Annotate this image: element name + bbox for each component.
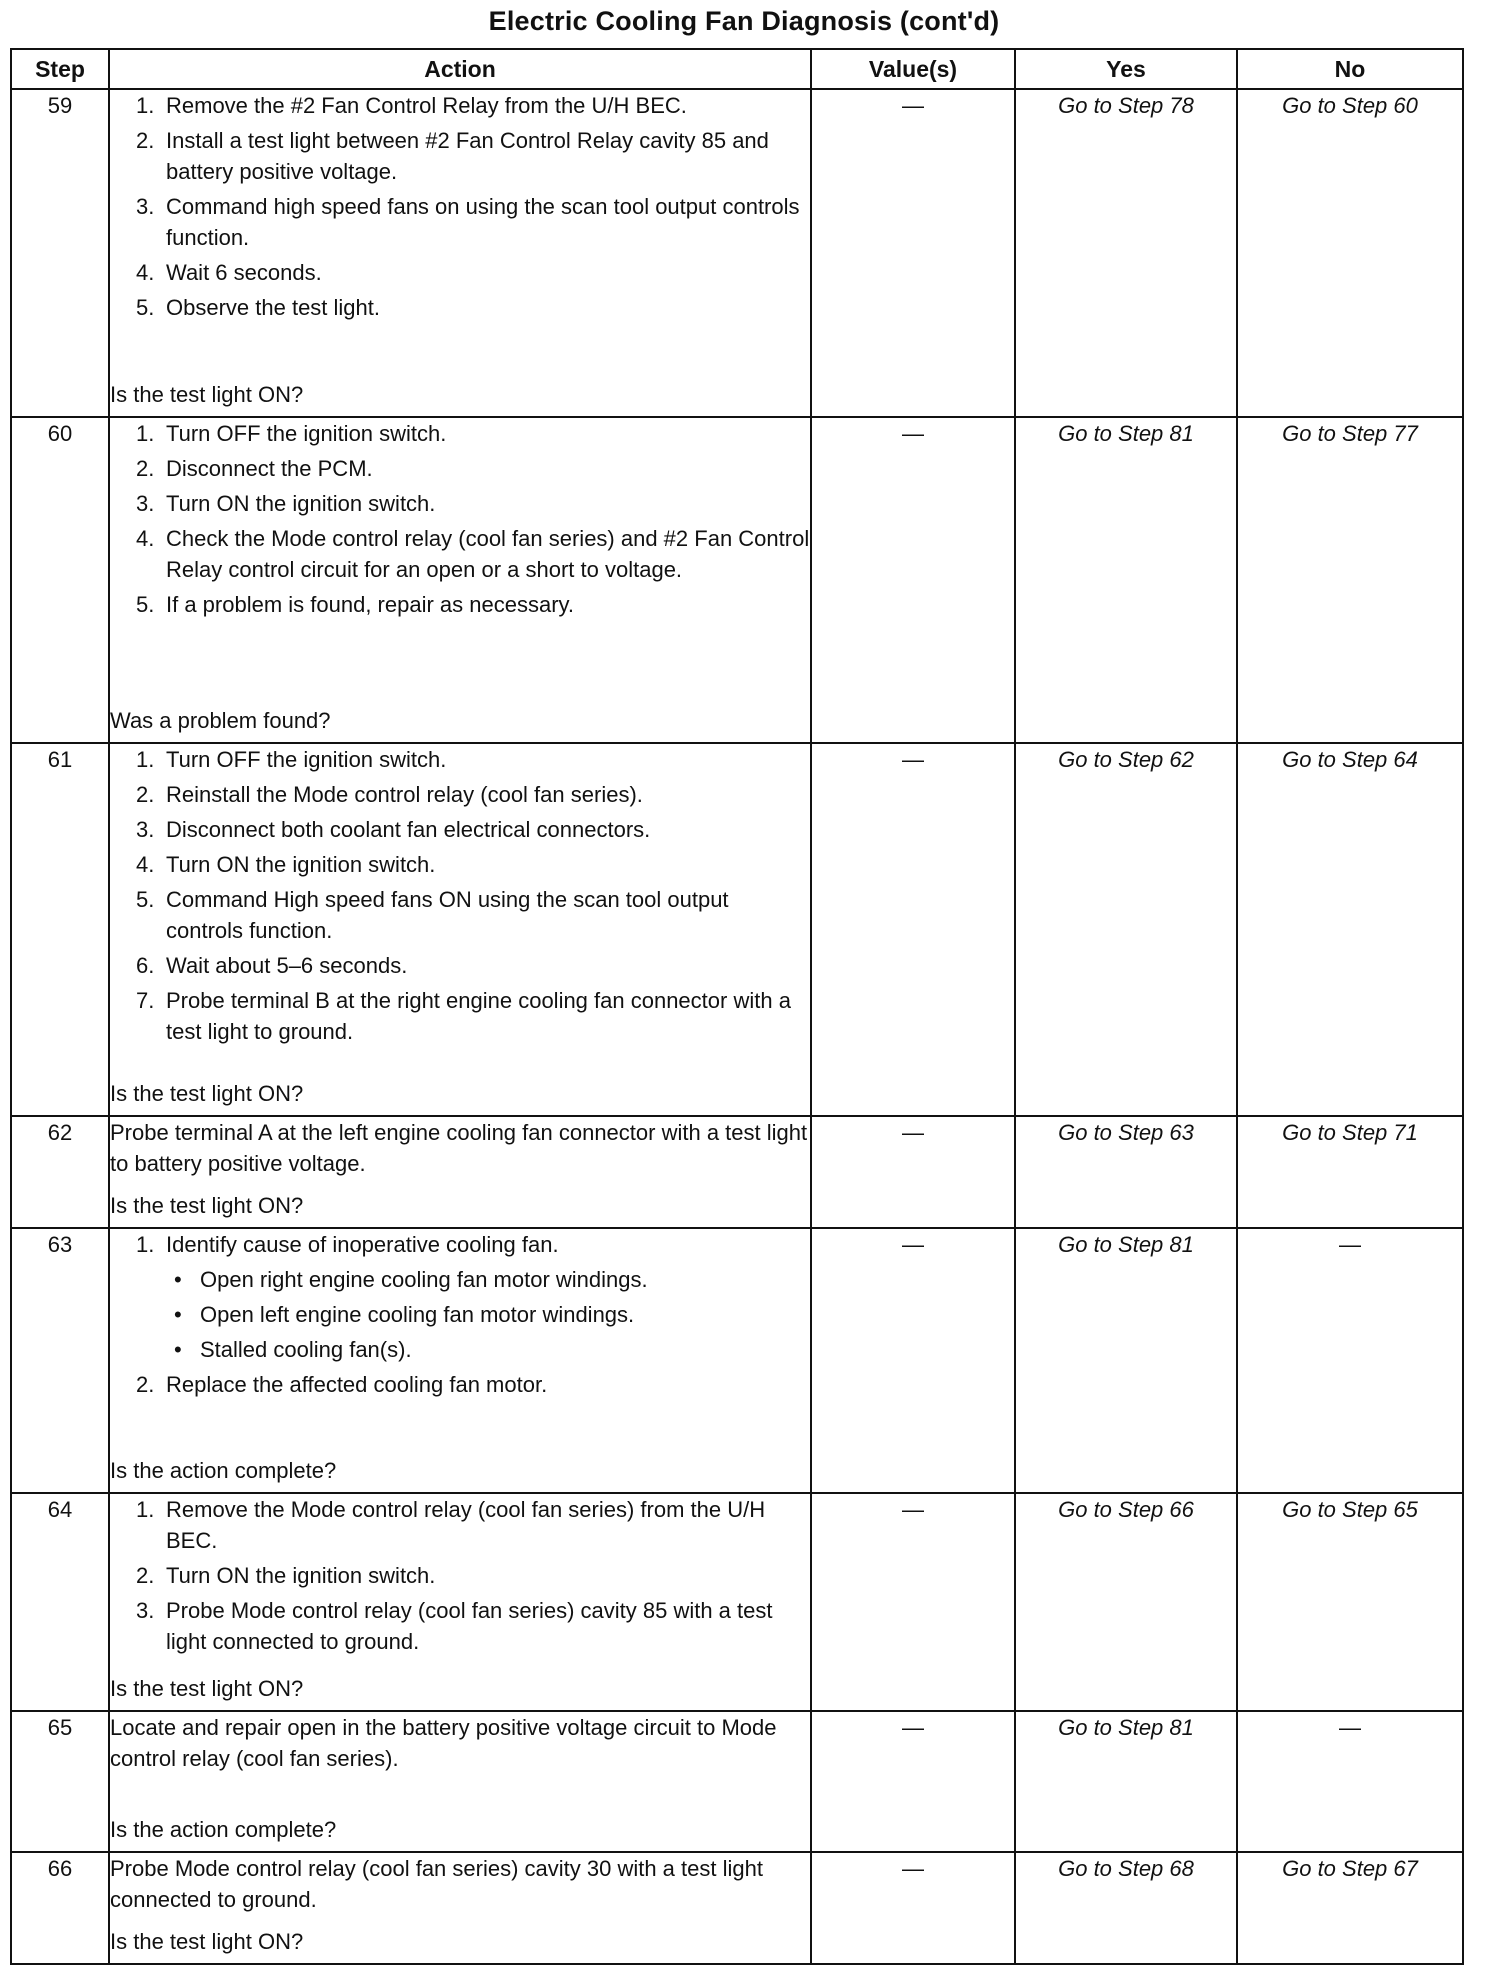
action-step	[136, 1560, 810, 1591]
header-yes: Yes	[1015, 49, 1237, 89]
action-step-text: Replace the affected cooling fan motor.	[166, 1372, 548, 1397]
action-step-number: 2.	[136, 1372, 155, 1397]
action-question: Is the test light ON?	[110, 1929, 304, 1954]
action-step-text: Check the Mode control relay (cool fan series) and #2 Fan Control Relay control circuit for an open or a short to voltage.	[166, 526, 810, 582]
action-question: Was a problem found?	[110, 708, 331, 733]
step-number: 59	[11, 89, 109, 417]
action-step	[136, 779, 810, 810]
action-step-text: Turn ON the ignition switch.	[166, 852, 436, 877]
action-step-number: 3.	[136, 194, 155, 219]
step-number: 62	[11, 1116, 109, 1228]
table-body	[11, 89, 1463, 1964]
action-cell	[109, 89, 811, 417]
action-step-number: 6.	[136, 953, 155, 978]
page-title: Electric Cooling Fan Diagnosis (cont'd)	[488, 6, 1000, 36]
action-step-number: 2.	[136, 1563, 155, 1588]
action-step-number: 4.	[136, 526, 155, 551]
action-step	[136, 453, 810, 484]
no-cell: Go to Step 60	[1237, 89, 1463, 417]
action-step-text: Observe the test light.	[166, 295, 380, 320]
action-cell	[109, 1852, 811, 1964]
action-step	[136, 191, 810, 253]
value-cell: —	[811, 89, 1015, 417]
table-row	[11, 417, 1463, 743]
action-step	[136, 985, 810, 1047]
action-paragraph: Probe Mode control relay (cool fan series) cavity 30 with a test light connected to ground.	[110, 1856, 763, 1912]
action-paragraph: Probe terminal A at the left engine cooling fan connector with a test light to battery positive voltage.	[110, 1120, 808, 1176]
action-step	[136, 488, 810, 519]
action-step	[136, 849, 810, 880]
table-row	[11, 1711, 1463, 1852]
action-cell	[109, 1228, 811, 1493]
action-step-number: 5.	[136, 887, 155, 912]
yes-cell: Go to Step 68	[1015, 1852, 1237, 1964]
action-step-number: 2.	[136, 782, 155, 807]
action-step-number: 5.	[136, 295, 155, 320]
action-step	[136, 744, 810, 775]
action-step-number: 3.	[136, 817, 155, 842]
action-question: Is the action complete?	[110, 1458, 337, 1483]
action-step-number: 1.	[136, 1497, 155, 1522]
step-number: 63	[11, 1228, 109, 1493]
yes-cell: Go to Step 63	[1015, 1116, 1237, 1228]
action-step	[136, 1229, 810, 1365]
action-step-text: Disconnect the PCM.	[166, 456, 373, 481]
action-step	[136, 1595, 810, 1657]
yes-cell: Go to Step 66	[1015, 1493, 1237, 1711]
action-question: Is the action complete?	[110, 1817, 337, 1842]
action-step-text: Remove the #2 Fan Control Relay from the U/H BEC.	[166, 93, 687, 118]
action-step-number: 2.	[136, 456, 155, 481]
action-step-number: 1.	[136, 747, 155, 772]
action-step-text: Install a test light between #2 Fan Control Relay cavity 85 and battery positive voltage.	[166, 128, 769, 184]
action-question: Is the test light ON?	[110, 1676, 304, 1701]
step-number: 64	[11, 1493, 109, 1711]
action-step-text: Command High speed fans ON using the scan tool output controls function.	[166, 887, 729, 943]
no-cell: Go to Step 67	[1237, 1852, 1463, 1964]
sub-bullet-item: • Open right engine cooling fan motor windings.	[170, 1264, 810, 1295]
action-step	[136, 292, 810, 323]
header-no: No	[1237, 49, 1463, 89]
action-step	[136, 884, 810, 946]
action-step-number: 5.	[136, 592, 155, 617]
action-question: Is the test light ON?	[110, 1081, 304, 1106]
action-step-text: Reinstall the Mode control relay (cool fan series).	[166, 782, 643, 807]
action-step	[136, 1494, 810, 1556]
table-row	[11, 1116, 1463, 1228]
table-row	[11, 1493, 1463, 1711]
no-cell: Go to Step 64	[1237, 743, 1463, 1116]
value-cell: —	[811, 743, 1015, 1116]
action-step-text: Remove the Mode control relay (cool fan series) from the U/H BEC.	[166, 1497, 766, 1553]
no-cell: Go to Step 65	[1237, 1493, 1463, 1711]
action-steps-list	[110, 418, 810, 624]
no-cell: —	[1237, 1228, 1463, 1493]
action-step-number: 4.	[136, 852, 155, 877]
action-step-number: 7.	[136, 988, 155, 1013]
action-steps-list	[110, 90, 810, 327]
action-steps-list	[110, 1229, 810, 1404]
action-step-text: Probe Mode control relay (cool fan series) cavity 85 with a test light connected to ground.	[166, 1598, 773, 1654]
action-step-number: 1.	[136, 421, 155, 446]
action-cell	[109, 743, 811, 1116]
header-values: Value(s)	[811, 49, 1015, 89]
step-number: 60	[11, 417, 109, 743]
action-step-text: Turn OFF the ignition switch.	[166, 747, 447, 772]
table-row	[11, 1228, 1463, 1493]
action-step	[136, 523, 810, 585]
action-step-text: Command high speed fans on using the scan tool output controls function.	[166, 194, 800, 250]
yes-cell: Go to Step 78	[1015, 89, 1237, 417]
action-steps-list	[110, 1494, 810, 1661]
action-step	[136, 125, 810, 187]
action-step	[136, 1369, 810, 1400]
step-number: 65	[11, 1711, 109, 1852]
action-paragraph: Locate and repair open in the battery positive voltage circuit to Mode control relay (cool fan series).	[110, 1715, 777, 1771]
action-step-number: 4.	[136, 260, 155, 285]
sub-bullet-list	[166, 1264, 810, 1365]
action-step-number: 2.	[136, 128, 155, 153]
value-cell: —	[811, 417, 1015, 743]
table-row	[11, 743, 1463, 1116]
action-step-number: 3.	[136, 491, 155, 516]
action-step	[136, 814, 810, 845]
value-cell: —	[811, 1228, 1015, 1493]
action-step-text: Turn ON the ignition switch.	[166, 491, 436, 516]
action-step-text: Probe terminal B at the right engine cooling fan connector with a test light to ground.	[166, 988, 791, 1044]
action-steps-list	[110, 744, 810, 1051]
action-question: Is the test light ON?	[110, 1193, 304, 1218]
table-row	[11, 1852, 1463, 1964]
action-step-text: Turn ON the ignition switch.	[166, 1563, 436, 1588]
step-number: 66	[11, 1852, 109, 1964]
action-question: Is the test light ON?	[110, 382, 304, 407]
value-cell: —	[811, 1116, 1015, 1228]
no-cell: —	[1237, 1711, 1463, 1852]
action-step	[136, 950, 810, 981]
action-cell	[109, 1493, 811, 1711]
value-cell: —	[811, 1493, 1015, 1711]
action-step-text: Turn OFF the ignition switch.	[166, 421, 447, 446]
action-step-text: Disconnect both coolant fan electrical connectors.	[166, 817, 651, 842]
action-step	[136, 257, 810, 288]
header-action: Action	[109, 49, 811, 89]
sub-bullet-item: • Open left engine cooling fan motor windings.	[170, 1299, 810, 1330]
yes-cell: Go to Step 62	[1015, 743, 1237, 1116]
action-step-number: 3.	[136, 1598, 155, 1623]
action-cell	[109, 1116, 811, 1228]
yes-cell: Go to Step 81	[1015, 1711, 1237, 1852]
action-step-text: Identify cause of inoperative cooling fan.	[166, 1232, 559, 1257]
action-cell	[109, 1711, 811, 1852]
header-step: Step	[11, 49, 109, 89]
yes-cell: Go to Step 81	[1015, 417, 1237, 743]
step-number: 61	[11, 743, 109, 1116]
no-cell: Go to Step 71	[1237, 1116, 1463, 1228]
action-step-number: 1.	[136, 1232, 155, 1257]
no-cell: Go to Step 77	[1237, 417, 1463, 743]
action-step	[136, 90, 810, 121]
yes-cell: Go to Step 81	[1015, 1228, 1237, 1493]
action-cell	[109, 417, 811, 743]
table-row	[11, 89, 1463, 417]
action-step-number: 1.	[136, 93, 155, 118]
action-step-text: Wait 6 seconds.	[166, 260, 322, 285]
action-step-text: Wait about 5–6 seconds.	[166, 953, 408, 978]
action-step-text: If a problem is found, repair as necessary.	[166, 592, 575, 617]
header-row	[11, 49, 1463, 89]
action-step	[136, 589, 810, 620]
diagnosis-table	[10, 48, 1464, 1965]
action-step	[136, 418, 810, 449]
sub-bullet-item: • Stalled cooling fan(s).	[170, 1334, 810, 1365]
value-cell: —	[811, 1711, 1015, 1852]
value-cell: —	[811, 1852, 1015, 1964]
